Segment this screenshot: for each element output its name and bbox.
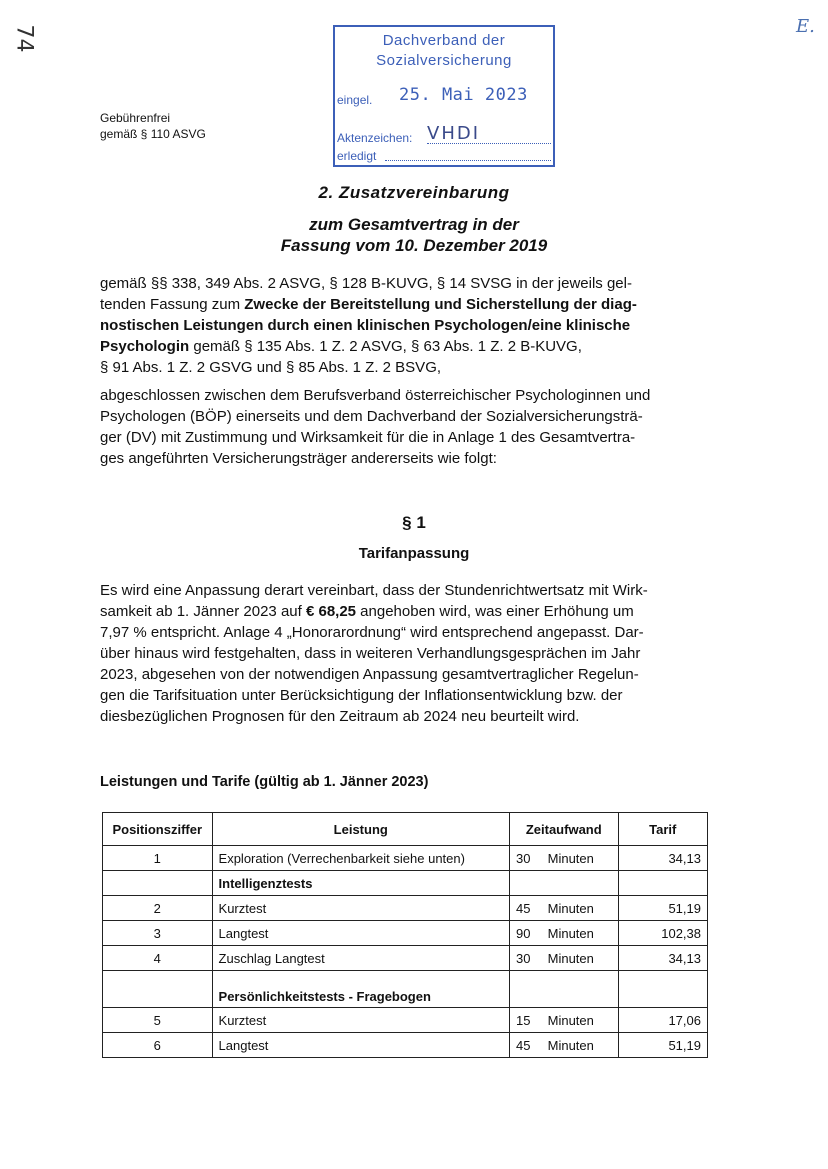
cell-position: 2 <box>103 896 213 921</box>
cell-tariff: 51,19 <box>618 896 707 921</box>
intro-text: gemäß § 135 Abs. 1 Z. 2 ASVG, § 63 Abs. 1 Z. 2 B-KUVG, <box>189 338 582 355</box>
cell-service: Kurztest <box>212 896 509 921</box>
stamp-done-line <box>385 160 551 161</box>
intro-line <box>100 315 720 336</box>
table-row <box>103 846 708 871</box>
cell-time <box>510 1033 619 1058</box>
time-unit: Minuten <box>547 1012 594 1028</box>
time-unit: Minuten <box>547 850 594 866</box>
cell-time <box>510 946 619 971</box>
cell-tariff: 51,19 <box>618 1033 707 1058</box>
parties-line: Psychologen (BÖP) einerseits und dem Dachverband der Sozialversicherungsträ- <box>100 408 643 425</box>
cell-position: 3 <box>103 921 213 946</box>
intro-bold-text: Psychologin <box>100 338 190 355</box>
table-header-row <box>103 813 708 846</box>
cell-tariff: 102,38 <box>618 921 707 946</box>
intro-line <box>100 336 720 357</box>
header-time: Zeitaufwand <box>510 813 619 846</box>
fee-note <box>100 110 206 142</box>
cell-empty <box>510 971 619 1008</box>
cell-time <box>510 921 619 946</box>
stamp-org-line2: Sozialversicherung <box>376 52 512 69</box>
time-unit: Minuten <box>547 950 594 966</box>
cell-service: Zuschlag Langtest <box>212 946 509 971</box>
cell-tariff: 34,13 <box>618 946 707 971</box>
table-row <box>103 1033 708 1058</box>
cell-time <box>510 896 619 921</box>
time-value: 45 <box>516 900 531 916</box>
handwritten-page-mark: 74 <box>11 24 37 53</box>
header-service: Leistung <box>212 813 509 846</box>
time-value: 30 <box>516 850 531 866</box>
intro-line <box>100 294 720 315</box>
time-unit: Minuten <box>547 900 594 916</box>
table-row <box>103 1008 708 1033</box>
cell-service: Exploration (Verrechenbarkeit siehe unten) <box>212 846 509 871</box>
body-line: diesbezüglichen Prognosen für den Zeitraum ab 2024 neu beurteilt wird. <box>100 708 580 725</box>
stamp-received-date: 25. Mai 2023 <box>399 85 528 105</box>
cell-empty <box>618 871 707 896</box>
body-text: angehoben wird, was einer Erhöhung um <box>356 603 634 620</box>
header-tariff: Tarif <box>618 813 707 846</box>
intro-line: gemäß §§ 338, 349 Abs. 2 ASVG, § 128 B-KUVG, § 14 SVSG in der jeweils gel- <box>100 275 632 292</box>
cell-service: Kurztest <box>212 1008 509 1033</box>
rate-amount: € 68,25 <box>305 603 357 620</box>
document-title: 2. Zusatzvereinbarung <box>318 183 510 202</box>
cell-position: 1 <box>103 846 213 871</box>
document-subtitle-2: Fassung vom 10. Dezember 2019 <box>280 236 548 255</box>
parties-line: abgeschlossen zwischen dem Berufsverband österreichischer Psychologinnen und <box>100 387 651 404</box>
intro-bold-text: nostischen Leistungen durch einen klinischen Psychologen/eine klinische <box>100 317 631 334</box>
cell-position: 4 <box>103 946 213 971</box>
body-line: gen die Tarifsituation unter Berücksichtigung der Inflationsentwicklung bzw. der <box>100 687 623 704</box>
body-line: Es wird eine Anpassung derart vereinbart, dass der Stundenrichtwertsatz mit Wirk- <box>100 582 648 599</box>
group-label: Persönlichkeitstests - Fragebogen <box>212 971 509 1008</box>
parties-line: ger (DV) mit Zustimmung und Wirksamkeit für die in Anlage 1 des Gesamtvertra- <box>100 429 636 446</box>
cell-service: Langtest <box>212 921 509 946</box>
cell-empty <box>103 871 213 896</box>
section-number: § 1 <box>402 513 426 532</box>
parties-line: ges angeführten Versicherungsträger andererseits wie folgt: <box>100 450 497 467</box>
body-text: samkeit ab 1. Jänner 2023 auf <box>100 603 306 620</box>
cell-position: 5 <box>103 1008 213 1033</box>
table-title: Leistungen und Tarife (gültig ab 1. Jänner 2023) <box>100 774 429 790</box>
received-stamp <box>333 25 555 167</box>
cell-empty <box>618 971 707 1008</box>
cell-empty <box>103 971 213 1008</box>
document-subtitle-1: zum Gesamtvertrag in der <box>309 215 519 234</box>
stamp-done-label: erledigt <box>337 149 377 163</box>
time-value: 30 <box>516 950 531 966</box>
stamp-reference-label: Aktenzeichen: <box>337 131 413 145</box>
section-body <box>100 580 720 727</box>
body-line: über hinaus wird festgehalten, dass in weiteren Verhandlungsgesprächen im Jahr <box>100 645 641 662</box>
table-row <box>103 946 708 971</box>
time-unit: Minuten <box>547 1037 594 1053</box>
table-group-row <box>103 971 708 1008</box>
time-unit: Minuten <box>547 925 594 941</box>
cell-service: Langtest <box>212 1033 509 1058</box>
handwritten-corner-mark: E. <box>796 16 815 37</box>
tariff-table <box>102 812 708 1058</box>
body-line: 2023, abgesehen von der notwendigen Anpassung gesamtvertraglicher Regelun- <box>100 666 639 683</box>
cell-tariff: 34,13 <box>618 846 707 871</box>
intro-line: § 91 Abs. 1 Z. 2 GSVG und § 85 Abs. 1 Z. 2 BSVG, <box>100 359 442 376</box>
cell-empty <box>510 871 619 896</box>
fee-note-line2: gemäß § 110 ASVG <box>100 127 206 141</box>
stamp-received-label: eingel. <box>337 93 373 107</box>
body-line: 7,97 % entspricht. Anlage 4 „Honorarordnung“ wird entsprechend angepasst. Dar- <box>100 624 644 641</box>
body-line <box>100 601 720 622</box>
intro-bold-text: Zwecke der Bereitstellung und Sicherstellung der diag- <box>244 296 637 313</box>
fee-note-line1: Gebührenfrei <box>100 111 171 125</box>
time-value: 15 <box>516 1012 531 1028</box>
stamp-organization <box>335 31 553 71</box>
group-label: Intelligenztests <box>212 871 509 896</box>
table-group-row <box>103 871 708 896</box>
time-value: 90 <box>516 925 531 941</box>
parties-paragraph <box>100 385 720 469</box>
table-row <box>103 896 708 921</box>
header-position: Positionsziffer <box>103 813 213 846</box>
cell-tariff: 17,06 <box>618 1008 707 1033</box>
cell-time <box>510 846 619 871</box>
cell-position: 6 <box>103 1033 213 1058</box>
cell-time <box>510 1008 619 1033</box>
stamp-reference-value: VHDI <box>427 123 481 144</box>
intro-paragraph <box>100 273 720 378</box>
stamp-org-line1: Dachverband der <box>382 32 506 49</box>
section-heading: Tarifanpassung <box>358 545 470 562</box>
intro-text: tenden Fassung zum <box>100 296 245 313</box>
time-value: 45 <box>516 1037 531 1053</box>
table-row <box>103 921 708 946</box>
